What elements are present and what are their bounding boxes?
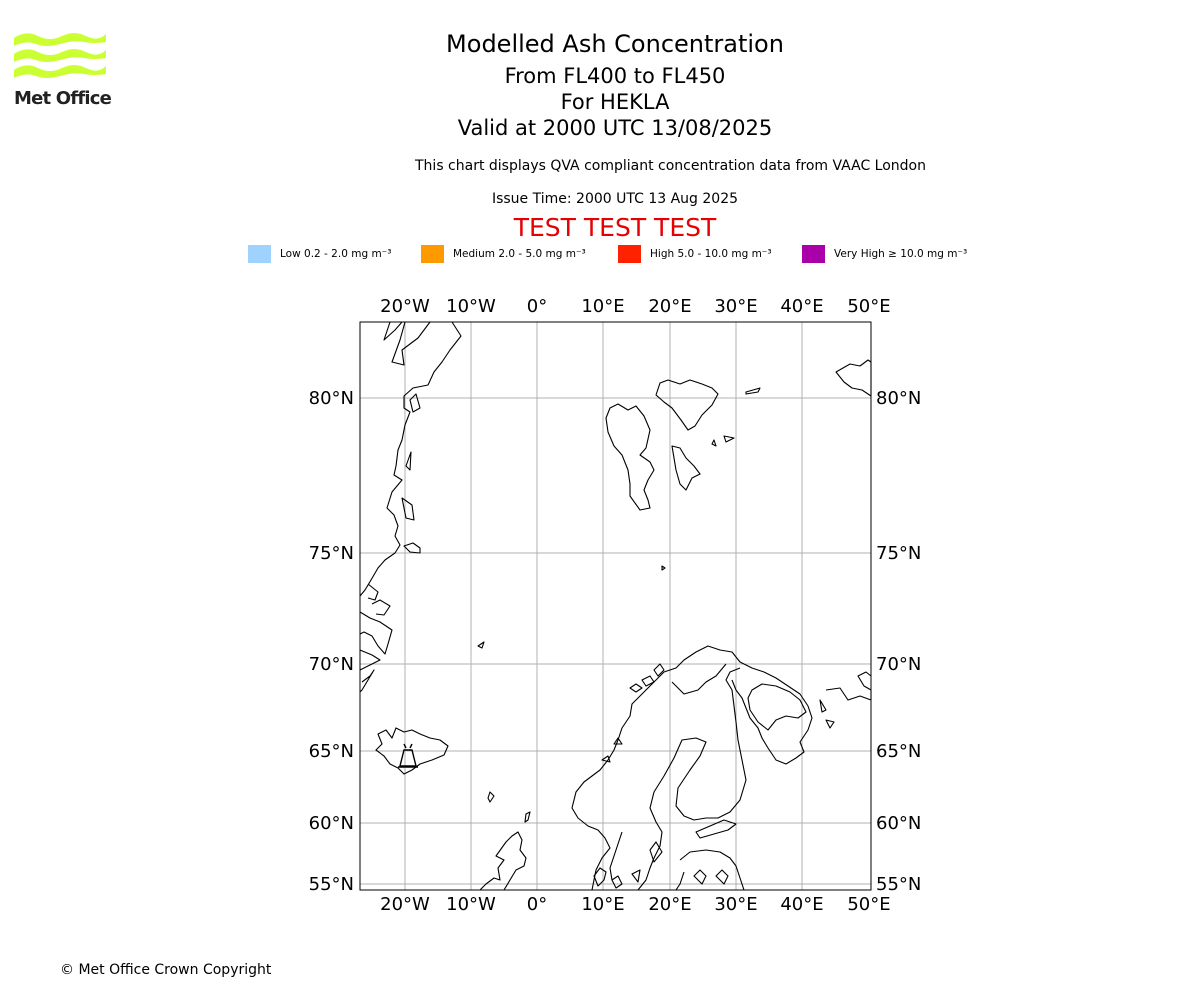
- left-latitude-labels: [309, 388, 354, 895]
- lat-label-left-55n: 55°N: [308, 874, 354, 895]
- faroes-coast: [488, 792, 494, 802]
- lat-label-right-70n: 70°N: [876, 654, 922, 675]
- lon-label-top-10w: 10°W: [446, 296, 496, 317]
- legend-label-very-high: Very High ≥ 10.0 mg m⁻³: [834, 248, 968, 260]
- denmark-coast: [594, 868, 622, 888]
- lat-label-right-60n: 60°N: [876, 813, 922, 834]
- gulf-of-bothnia-coast: [638, 668, 746, 890]
- lat-label-left-75n: 75°N: [308, 543, 354, 564]
- lat-label-right-75n: 75°N: [876, 543, 922, 564]
- scotland-coast: [480, 832, 526, 890]
- lat-label-left-70n: 70°N: [308, 654, 354, 675]
- legend-label-low: Low 0.2 - 2.0 mg m⁻³: [280, 248, 392, 260]
- swedish-interior-lines: [610, 664, 726, 882]
- lon-label-bottom-10e: 10°E: [581, 894, 625, 915]
- lon-label-top-0: 0°: [526, 296, 548, 317]
- jan-mayen-coast: [478, 642, 484, 648]
- baltic-coast: [676, 820, 744, 890]
- lon-label-bottom-20w: 20°W: [380, 894, 430, 915]
- lon-label-bottom-10w: 10°W: [446, 894, 496, 915]
- chart-title: Modelled Ash Concentration: [446, 30, 784, 58]
- shetland-coast: [525, 812, 530, 822]
- lon-label-bottom-30e: 30°E: [714, 894, 758, 915]
- lon-label-top-20w: 20°W: [380, 296, 430, 317]
- top-longitude-labels: [380, 296, 890, 317]
- lofoten-coast: [602, 664, 664, 762]
- bear-island-coast: [662, 566, 665, 570]
- test-banner: TEST TEST TEST: [513, 213, 717, 242]
- lon-label-bottom-20e: 20°E: [648, 894, 692, 915]
- compliance-note: This chart displays QVA compliant concentration data from VAAC London: [415, 158, 926, 174]
- legend-label-medium: Medium 2.0 - 5.0 mg m⁻³: [453, 248, 586, 260]
- svalbard-coast: [606, 380, 760, 510]
- lon-label-top-10e: 10°E: [581, 296, 625, 317]
- lat-label-left-60n: 60°N: [308, 813, 354, 834]
- lon-label-top-20e: 20°E: [648, 296, 692, 317]
- lon-label-top-40e: 40°E: [780, 296, 824, 317]
- map-frame: [360, 322, 871, 890]
- copyright-notice: © Met Office Crown Copyright: [60, 962, 272, 978]
- volcano-icon: [398, 744, 418, 767]
- logo-text: Met Office: [14, 88, 112, 109]
- lat-label-right-55n: 55°N: [876, 874, 922, 895]
- issue-time: Issue Time: 2000 UTC 13 Aug 2025: [491, 191, 739, 207]
- lat-label-left-80n: 80°N: [308, 388, 354, 409]
- lon-label-top-30e: 30°E: [714, 296, 758, 317]
- valid-time: Valid at 2000 UTC 13/08/2025: [457, 116, 773, 140]
- lat-label-left-65n: 65°N: [308, 741, 354, 762]
- bottom-longitude-labels: [380, 894, 890, 915]
- arctic-islands-coast: [836, 360, 871, 396]
- lon-label-bottom-50e: 50°E: [847, 894, 891, 915]
- greenland-coast: [360, 322, 461, 692]
- lon-label-bottom-0: 0°: [526, 894, 548, 915]
- lat-label-right-80n: 80°N: [876, 388, 922, 409]
- legend-label-high: High 5.0 - 10.0 mg m⁻³: [650, 248, 772, 260]
- lon-label-top-50e: 50°E: [847, 296, 891, 317]
- graticule: [360, 322, 871, 890]
- coastlines: [360, 322, 871, 890]
- lon-label-bottom-40e: 40°E: [780, 894, 824, 915]
- flight-level-range: From FL400 to FL450: [504, 64, 726, 88]
- kola-coast: [748, 672, 871, 730]
- lat-label-right-65n: 65°N: [876, 741, 922, 762]
- right-latitude-labels: [876, 388, 921, 895]
- volcano-name: For HEKLA: [560, 90, 670, 114]
